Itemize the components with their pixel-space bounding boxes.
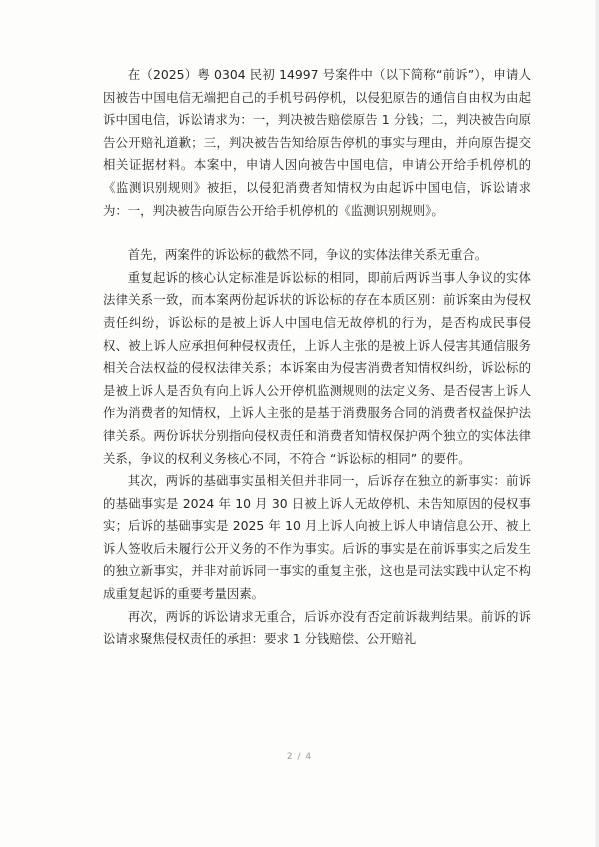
paragraph-second-point: 其次，两诉的基础事实虽相关但并非同一，后诉存在独立的新事实：前诉的基础事实是 2024 年 10 月 30 日被上诉人无故停机、未告知原因的侵权事实；后诉的基础事实是 2025 年 10 月上诉人向被上诉人申请信息公开、被上诉人签收后未履行公开义务的不作为事实。后诉的事实是在前诉事实之后发生的独立新事实，并非对前诉同一事实的重复主张，这也是司法实践中认定不构成重复起诉的重要考量因素。 — [103, 473, 531, 602]
paragraph-case-background: 在（2025）粤 0304 民初 14997 号案件中（以下简称“前诉”），申请人因被告中国电信无端把自己的手机号码停机，以侵犯原告的通信自由权为由起诉中国电信，诉讼请求为：一，判决被告赔偿原告 1 分钱；二，判决被告向原告公开赔礼道歉；三，判决被告告知给原告停机的事实与理由，并向原告提交相关证据材料。本案中，申请人因向被告中国电信，申请公开给手机停机的《监测识别规则》被拒，以侵犯消费者知情权为由起诉中国电信，诉讼请求为：一，判决被告向原告公开给手机停机的《监测识别规则》。 — [103, 67, 531, 218]
bleed-through-mark — [120, 0, 156, 40]
paragraph-first-point: 首先，两案件的诉讼标的截然不同，争议的实体法律关系无重合。 — [127, 247, 488, 263]
page-number: 2 / 4 — [286, 752, 313, 762]
document-body — [103, 64, 531, 651]
paragraph-third-point: 再次，两诉的诉讼请求无重合，后诉亦没有否定前诉裁判结果。前诉的诉讼请求聚焦侵权责任的承担：要求 1 分钱赔偿、公开赔礼 — [103, 608, 531, 647]
page-edge — [595, 0, 599, 847]
paragraph-subject-matter: 重复起诉的核心认定标准是诉讼标的相同，即前后两诉当事人争议的实体法律关系一致，而本案两份起诉状的诉讼标的存在本质区别：前诉案由为侵权责任纠纷，诉讼标的是被上诉人中国电信无故停机的行为，是否构成民事侵权、被上诉人应承担何种侵权责任，上诉人主张的是被上诉人侵害其通信服务相关合法权益的侵权法律关系；本诉案由为侵害消费者知情权纠纷，诉讼标的是被上诉人是否负有向上诉人公开停机监测规则的法定义务、是否侵害上诉人作为消费者的知情权，上诉人主张的是基于消费服务合同的消费者权益保护法律关系。两份诉状分别指向侵权责任和消费者知情权保护两个独立的实体法律关系，争议的权利义务核心不同，不符合 “诉讼标的相同” 的要件。 — [103, 269, 531, 466]
